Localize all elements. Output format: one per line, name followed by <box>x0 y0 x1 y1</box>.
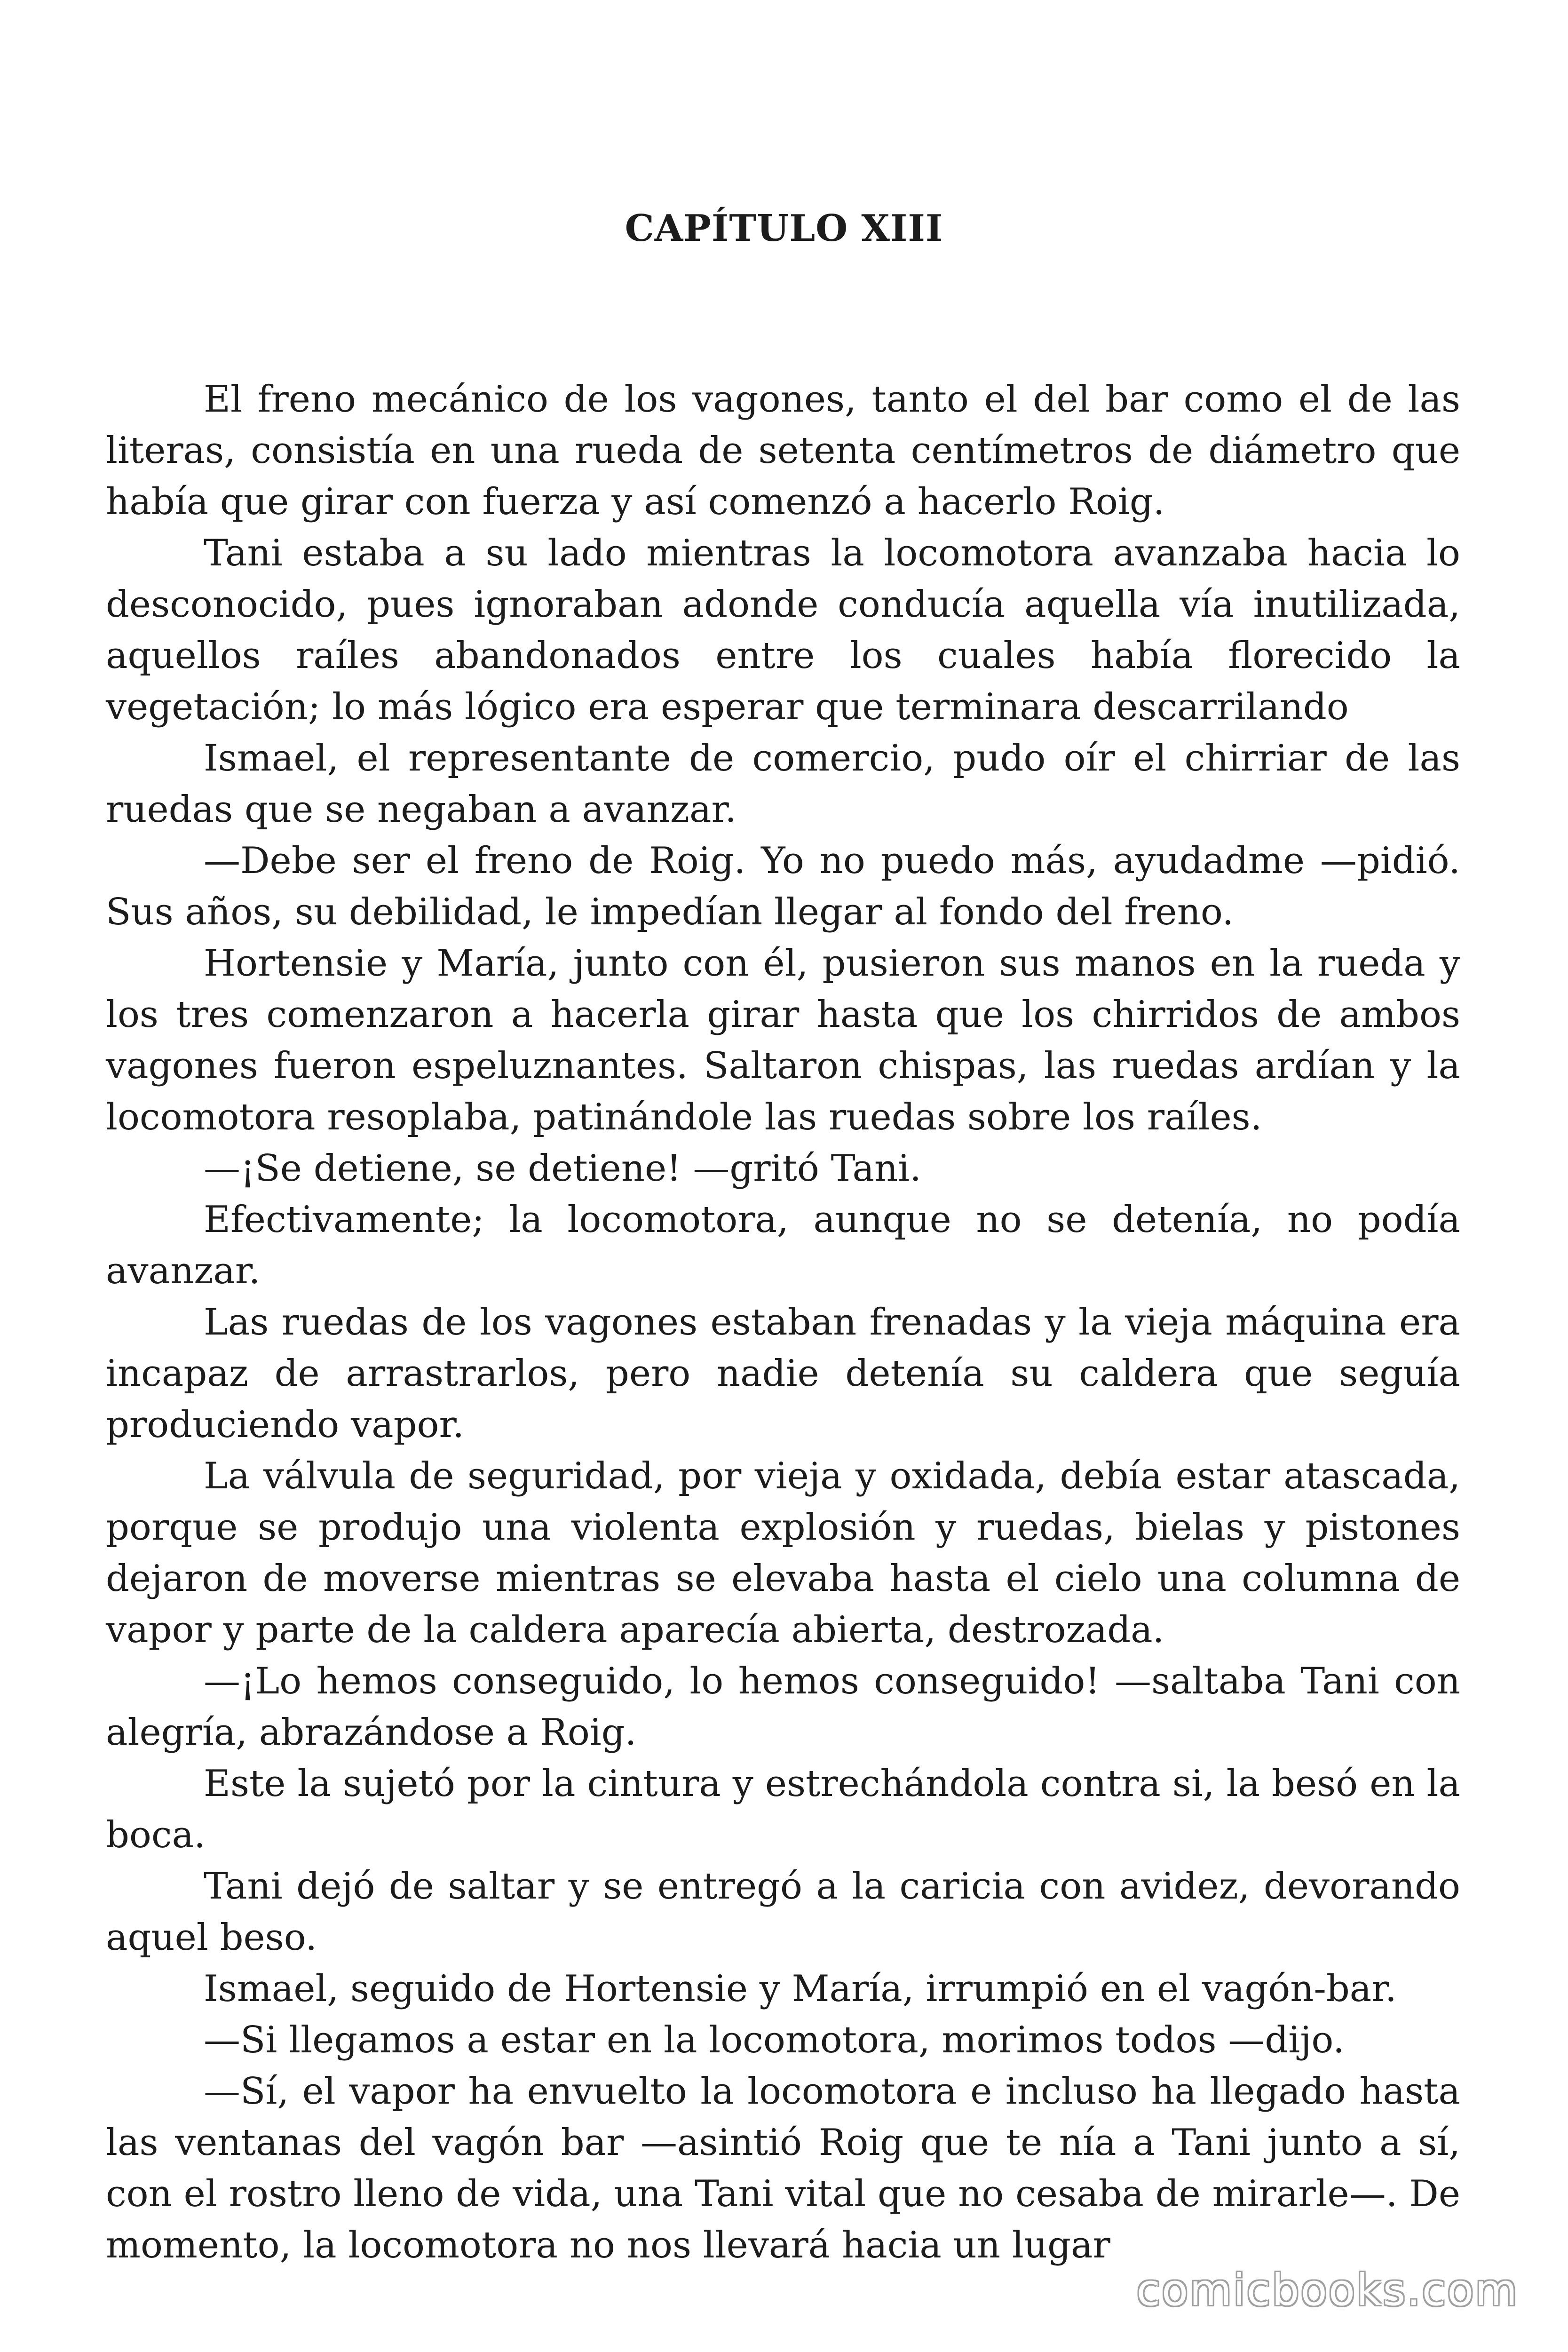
chapter-body <box>106 374 1460 2271</box>
paragraph: El freno mecánico de los vagones, tanto el del bar como el de las literas, consistía en una rueda de setenta centímetros de diámetro que había que girar con fuerza y así comenzó a hacerlo Roig. <box>106 378 1460 523</box>
paragraph: Tani estaba a su lado mientras la locomotora avanzaba hacia lo desconocido, pues ignoraban adonde conducía aquella vía inutilizada, aquellos raíles abandonados entre los cuales había florecido la vegetación; lo más lógico era esperar que terminara descarrilando <box>106 532 1460 728</box>
paragraph: —¡Lo hemos conseguido, lo hemos conseguido! —saltaba Tani con alegría, abrazándose a Roig. <box>106 1660 1460 1754</box>
paragraph: Ismael, el representante de comercio, pudo oír el chirriar de las ruedas que se negaban a avanzar. <box>106 737 1460 831</box>
paragraph: Las ruedas de los vagones estaban frenadas y la vieja máquina era incapaz de arrastrarlos, pero nadie detenía su caldera que seguía produciendo vapor. <box>106 1301 1460 1446</box>
paragraph: Este la sujetó por la cintura y estrechándola contra si, la besó en la boca. <box>106 1763 1460 1856</box>
paragraph: Hortensie y María, junto con él, pusieron sus manos en la rueda y los tres comenzaron a hacerla girar hasta que los chirridos de ambos vagones fueron espeluznantes. Saltaron chispas, las ruedas ardían y la locomotora resoplaba, patinándole las ruedas sobre los raíles. <box>106 942 1460 1138</box>
paragraph: —Si llegamos a estar en la locomotora, morimos todos —dijo. <box>204 2019 1345 2061</box>
paragraph: La válvula de seguridad, por vieja y oxidada, debía estar atascada, porque se produjo una violenta explosión y ruedas, bielas y pistones dejaron de moverse mientras se elevaba hasta el cielo una columna de vapor y parte de la caldera aparecía abierta, destrozada. <box>106 1455 1460 1651</box>
paragraph: Tani dejó de saltar y se entregó a la caricia con avidez, devorando aquel beso. <box>106 1865 1460 1959</box>
paragraph: —¡Se detiene, se detiene! —gritó Tani. <box>204 1147 922 1190</box>
paragraph: Ismael, seguido de Hortensie y María, irrumpió en el vagón-bar. <box>204 1968 1397 2010</box>
paragraph: Efectivamente; la locomotora, aunque no se detenía, no podía avanzar. <box>106 1199 1460 1292</box>
chapter-title: CAPÍTULO XIII <box>625 207 943 250</box>
watermark: comicbooks.com <box>1136 2265 1519 2315</box>
paragraph: —Debe ser el freno de Roig. Yo no puedo más, ayudadme —pidió. Sus años, su debilidad, le impedían llegar al fondo del freno. <box>106 840 1460 933</box>
paragraph: —Sí, el vapor ha envuelto la locomotora e incluso ha llegado hasta las ventanas del vagón bar —asintió Roig que te nía a Tani junto a sí, con el rostro lleno de vida, una Tani vital que no cesaba de mirarle—. De momento, la locomotora no nos llevará hacia un lugar <box>106 2070 1460 2266</box>
